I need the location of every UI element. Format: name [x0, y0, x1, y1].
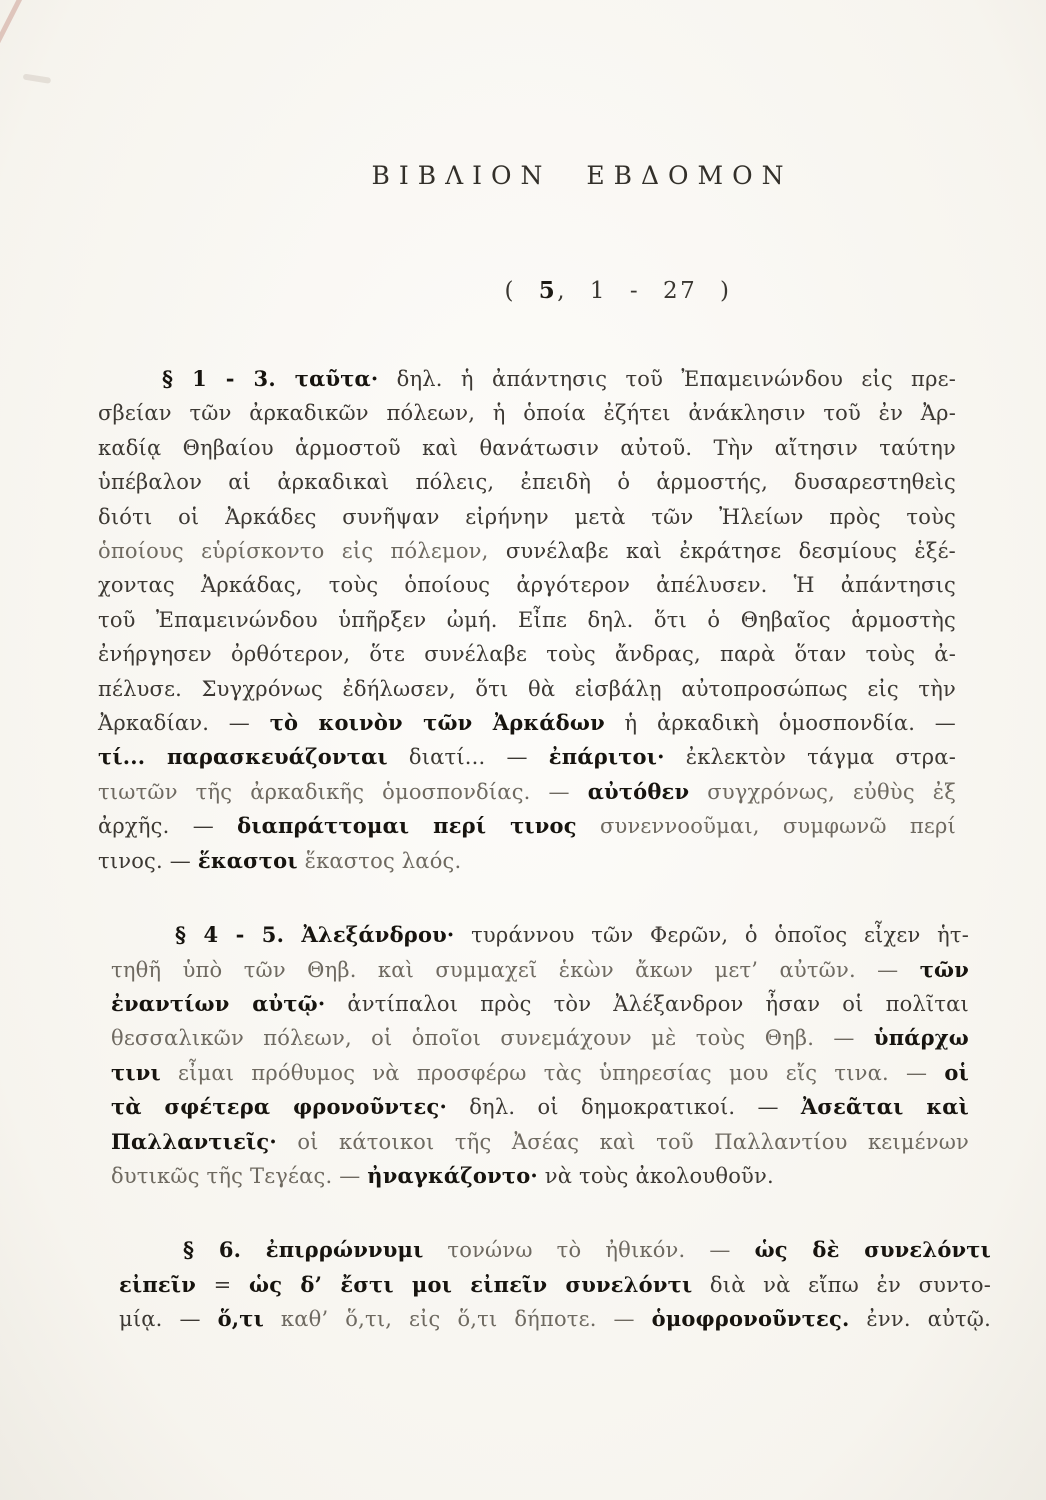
text-run: τοῦ Ἐπαμεινώνδου ὑπῆρξεν ὠμή. Εἶπε δηλ. ὅτι ὁ Θηβαῖος ἁρμοστὴς — [98, 607, 956, 632]
text-run: νὰ τοὺς ἀκολουθοῦν. — [537, 1163, 774, 1188]
text-run: διαπράττομαι περί τινος — [237, 813, 577, 839]
text-line — [98, 465, 956, 499]
text-run: δυτικῶς τῆς Τεγέας. — — [111, 1163, 368, 1188]
text-run: § 1 - 3. ταῦτα· — [162, 366, 379, 391]
text-line — [111, 1021, 969, 1055]
text-run: Ἀρκαδίαν. — — [98, 711, 270, 736]
text-line — [98, 500, 956, 534]
paragraph-section-1-3 — [98, 362, 956, 878]
text-run: τηθῆ ὑπὸ τῶν Θηβ. καὶ συμμαχεῖ ἑκὼν ἄκων μετ’ αὐτῶν. — — [111, 957, 920, 982]
text-run: συνεννοοῦμαι, συμφωνῶ περί — [576, 814, 956, 839]
text-line — [111, 918, 969, 952]
text-run: διατί... — — [387, 745, 549, 770]
text-line — [98, 603, 956, 637]
text-line — [119, 1233, 991, 1267]
text-line — [98, 775, 956, 809]
text-run: Ἀσεᾶται καὶ — [800, 1094, 969, 1120]
text-run: τιωτῶν τῆς ἀρκαδικῆς ὁμοσπονδίας. — — [98, 779, 588, 804]
text-run: εἰπεῖν — [119, 1271, 196, 1297]
text-line — [98, 809, 956, 843]
text-run: τινος. — — [98, 848, 198, 873]
text-line — [111, 1125, 969, 1159]
text-line — [98, 568, 956, 602]
text-run: ἐναντίων αὐτῷ· — [111, 990, 326, 1016]
text-run: ὅ,τι — [217, 1306, 265, 1332]
text-run: συγχρόνως, εὐθὺς ἐξ — [689, 779, 956, 804]
text-line — [98, 844, 956, 878]
page-title: ΒΙΒΛΙΟΝ ΕΒΔΟΜΟΝ — [371, 161, 793, 190]
text-run: ὡς δ’ ἔστι μοι εἰπεῖν συνελόντι — [249, 1271, 693, 1297]
text-line — [111, 953, 969, 987]
text-run: ἀντίπαλοι πρὸς τὸν Ἀλέξανδρον ἦσαν οἱ πολῖται — [325, 991, 969, 1016]
text-line — [119, 1302, 991, 1336]
text-run: σβείαν τῶν ἀρκαδικῶν πόλεων, ἡ ὁποία ἐζήτει ἀνάκλησιν τοῦ ἐν Ἀρ- — [98, 401, 956, 426]
text-run: διότι οἱ Ἀρκάδες συνῆψαν εἰρήνην μετὰ τῶν Ἠλείων πρὸς τοὺς — [98, 504, 956, 529]
text-run: χοντας Ἀρκάδας, τοὺς ὁποίους ἀργότερον ἀπέλυσεν. Ἡ ἀπάντησις — [98, 573, 956, 598]
chapter-range — [0, 277, 1046, 304]
text-run: δηλ. ἡ ἀπάντησις τοῦ Ἐπαμεινώνδου εἰς πρε- — [378, 367, 956, 391]
text-body — [98, 362, 992, 1337]
text-run: ὁποίους εὑρίσκοντο εἰς πόλεμον, — [98, 539, 506, 564]
text-run: πέλυσε. Συγχρόνως ἐδήλωσεν, ὅτι θὰ εἰσβάλῃ αὐτοπροσώπως εἰς τὴν — [98, 676, 956, 701]
text-run: ἕκαστοι — [197, 847, 298, 873]
text-run: τινι — [111, 1059, 161, 1085]
text-line — [119, 1268, 991, 1302]
text-run: οἱ — [944, 1059, 969, 1085]
text-run: τί... παρασκευάζονται — [98, 744, 388, 770]
text-run: τονώνω τὸ ἠθικόν. — — [423, 1238, 755, 1263]
text-line — [111, 1090, 969, 1124]
text-run: ὡς δὲ συνελόντι — [754, 1237, 991, 1263]
text-run: ἐκλεκτὸν τάγμα στρα- — [664, 745, 956, 770]
text-run: διὰ νὰ εἴπω ἐν συντο- — [692, 1272, 992, 1297]
text-run: ἐπάριτοι· — [548, 744, 665, 770]
text-line — [98, 534, 956, 568]
text-line — [98, 396, 956, 430]
text-run: μίᾳ. — — [119, 1307, 218, 1332]
text-run: ἕκαστος λαός. — [297, 848, 462, 873]
text-run: δηλ. οἱ δημοκρατικοί. — — [446, 1095, 801, 1120]
text-run: ἠναγκάζοντο· — [367, 1162, 538, 1188]
text-run: ἀρχῆς. — — [98, 814, 238, 839]
text-run: τὸ κοινὸν τῶν Ἀρκάδων — [269, 710, 605, 736]
text-run: ὑπάρχω — [873, 1025, 969, 1051]
text-run: συνέλαβε καὶ ἐκράτησε δεσμίους ἑξέ- — [505, 539, 956, 564]
text-run: τῶν — [919, 956, 969, 982]
text-run: αὐτόθεν — [587, 778, 690, 804]
text-line — [111, 987, 969, 1021]
text-line — [98, 740, 956, 774]
text-run: καδίᾳ Θηβαίου ἁρμοστοῦ καὶ θανάτωσιν αὐτοῦ. Τὴν αἴτησιν ταύτην — [98, 435, 956, 460]
text-line — [98, 672, 956, 706]
text-run: θεσσαλικῶν πόλεων, οἱ ὁποῖοι συνεμάχουν μὲ τοὺς Θηβ. — — [111, 1026, 874, 1051]
text-run: τυράννου τῶν Φερῶν, ὁ ὁποῖος εἶχεν ἡτ- — [454, 923, 970, 948]
text-line — [98, 637, 956, 671]
paragraph-section-4-5 — [111, 918, 969, 1193]
text-run: § 6. ἐπιρρώννυμι — [183, 1237, 424, 1263]
text-run: καθ’ ὅ,τι, εἰς ὅ,τι δήποτε. — — [264, 1307, 652, 1332]
text-run: οἱ κάτοικοι τῆς Ἀσέας καὶ τοῦ Παλλαντίου κειμένων — [276, 1129, 969, 1154]
paragraph-section-6 — [119, 1233, 991, 1336]
text-run: ἡ ἀρκαδικὴ ὁμοσπονδία. — — [604, 711, 956, 736]
corner-pen-mark — [0, 0, 25, 57]
text-line — [111, 1056, 969, 1090]
text-run: = — [196, 1272, 249, 1297]
text-run: § 4 - 5. Ἀλεξάνδρου· — [175, 922, 455, 948]
text-run: ὑπέβαλον αἱ ἀρκαδικαὶ πόλεις, ἐπειδὴ ὁ ἁρμοστής, δυσαρεστηθεὶς — [98, 470, 956, 495]
text-run: , 1 - 27 ) — [557, 278, 732, 304]
text-run: τὰ σφέτερα φρονοῦντες· — [111, 1094, 447, 1120]
text-run: ἐνήργησεν ὀρθότερον, ὅτε συνέλαβε τοὺς ἄνδρας, παρὰ ὅταν τοὺς ἀ- — [98, 642, 956, 667]
text-line — [98, 706, 956, 740]
text-line — [98, 362, 956, 396]
text-line — [98, 431, 956, 465]
text-run: Παλλαντιεῖς· — [111, 1128, 277, 1154]
text-run: ἐνν. αὐτῷ. — [849, 1307, 991, 1332]
text-run: ( — [504, 278, 539, 304]
text-run: ὁμοφρονοῦντες. — [651, 1306, 850, 1332]
text-line — [111, 1159, 969, 1193]
text-run: 5 — [538, 277, 558, 304]
text-run: εἶμαι πρόθυμος νὰ προσφέρω τὰς ὑπηρεσίας μου εἴς τινα. — — [160, 1060, 945, 1085]
